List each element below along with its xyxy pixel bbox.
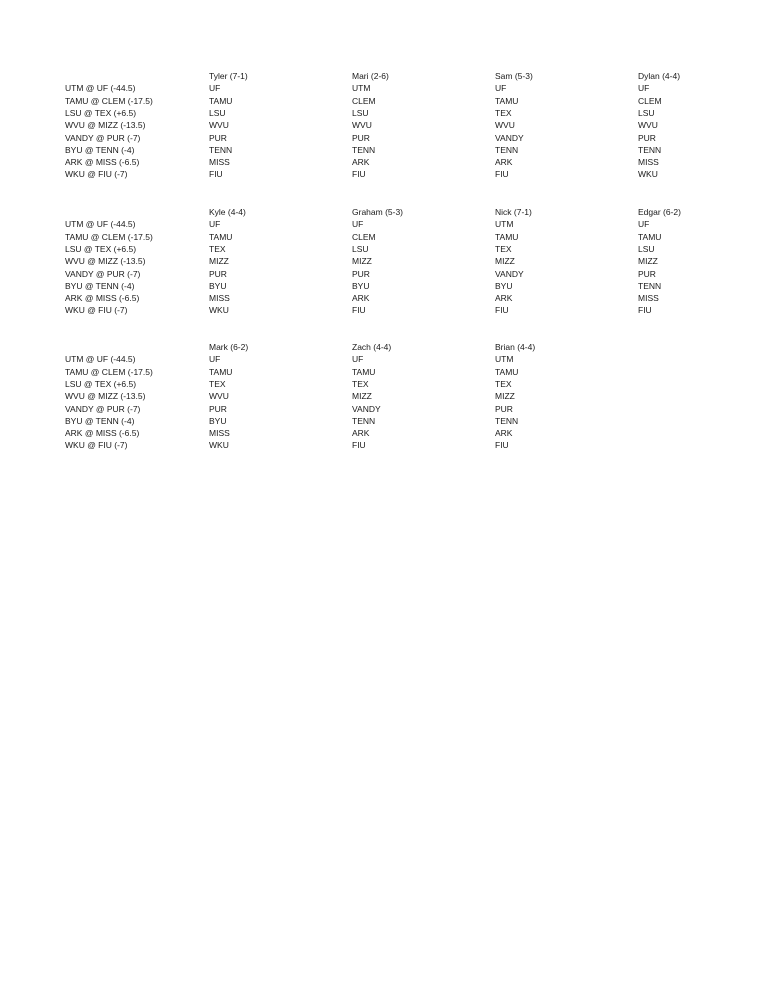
game-label: WVU @ MIZZ (-13.5) <box>65 120 146 131</box>
pick-cell: FIU <box>495 169 509 180</box>
pick-cell: TAMU <box>209 95 233 106</box>
game-label: UTM @ UF (-44.5) <box>65 219 136 230</box>
pick-cell: MISS <box>638 157 659 168</box>
game-label: UTM @ UF (-44.5) <box>65 354 136 365</box>
pick-cell: FIU <box>352 440 366 451</box>
game-label: BYU @ TENN (-4) <box>65 144 135 155</box>
game-label: TAMU @ CLEM (-17.5) <box>65 95 153 106</box>
pick-cell: FIU <box>352 169 366 180</box>
pick-cell: BYU <box>352 280 370 291</box>
pick-cell: TAMU <box>495 366 519 377</box>
pick-cell: LSU <box>209 107 226 118</box>
pick-cell: TEX <box>495 378 512 389</box>
pick-cell: LSU <box>638 243 655 254</box>
pick-cell: TAMU <box>352 366 376 377</box>
game-label: WKU @ FIU (-7) <box>65 169 128 180</box>
pick-cell: TAMU <box>495 231 519 242</box>
pick-cell: FIU <box>352 305 366 316</box>
pick-cell: MIZZ <box>495 391 515 402</box>
pick-cell: TENN <box>352 415 376 426</box>
pick-cell: BYU <box>495 280 513 291</box>
pick-cell: TENN <box>352 144 376 155</box>
pick-cell: UF <box>638 219 650 230</box>
pick-cell: PUR <box>638 132 656 143</box>
pick-cell: MIZZ <box>638 256 658 267</box>
game-label: WVU @ MIZZ (-13.5) <box>65 391 146 402</box>
game-label: TAMU @ CLEM (-17.5) <box>65 231 153 242</box>
player-header: Mark (6-2) <box>209 342 249 352</box>
pick-cell: FIU <box>495 440 509 451</box>
pick-cell: FIU <box>209 169 223 180</box>
pick-cell: ARK <box>352 157 370 168</box>
pick-cell: TAMU <box>638 231 662 242</box>
pick-cell: BYU <box>209 280 227 291</box>
pick-cell: PUR <box>495 403 513 414</box>
pick-cell: PUR <box>352 268 370 279</box>
pick-cell: PUR <box>209 268 227 279</box>
pick-cell: UF <box>209 354 221 365</box>
player-header: Sam (5-3) <box>495 71 533 81</box>
pick-cell: MISS <box>209 293 230 304</box>
pick-cell: UF <box>209 219 221 230</box>
pick-cell: UTM <box>495 219 514 230</box>
game-label: WVU @ MIZZ (-13.5) <box>65 256 146 267</box>
pick-cell: WVU <box>209 391 229 402</box>
pick-cell: WVU <box>495 120 515 131</box>
game-label: VANDY @ PUR (-7) <box>65 268 141 279</box>
pick-cell: PUR <box>209 132 227 143</box>
pick-cell: TENN <box>495 415 519 426</box>
pick-cell: PUR <box>352 132 370 143</box>
game-label: WKU @ FIU (-7) <box>65 305 128 316</box>
game-label: UTM @ UF (-44.5) <box>65 83 136 94</box>
pick-cell: LSU <box>638 107 655 118</box>
pick-cell: TEX <box>352 378 369 389</box>
pick-cell: MISS <box>209 157 230 168</box>
pick-cell: UTM <box>495 354 514 365</box>
game-label: VANDY @ PUR (-7) <box>65 132 141 143</box>
player-header: Dylan (4-4) <box>638 71 681 81</box>
pick-cell: WVU <box>352 120 372 131</box>
pick-cell: MIZZ <box>495 256 515 267</box>
pick-cell: WKU <box>638 169 658 180</box>
pick-cell: FIU <box>638 305 652 316</box>
pick-cell: BYU <box>209 415 227 426</box>
pick-cell: PUR <box>209 403 227 414</box>
game-label: LSU @ TEX (+6.5) <box>65 107 137 118</box>
pick-cell: UTM <box>352 83 371 94</box>
pick-cell: TEX <box>209 378 226 389</box>
player-header: Graham (5-3) <box>352 207 404 217</box>
pick-cell: MISS <box>209 428 230 439</box>
pick-cell: TENN <box>495 144 519 155</box>
pick-cell: UF <box>352 354 364 365</box>
player-header: Nick (7-1) <box>495 207 532 217</box>
pick-cell: PUR <box>638 268 656 279</box>
game-label: BYU @ TENN (-4) <box>65 415 135 426</box>
pick-cell: MISS <box>638 293 659 304</box>
game-label: ARK @ MISS (-6.5) <box>65 157 140 168</box>
game-label: LSU @ TEX (+6.5) <box>65 243 137 254</box>
pick-cell: MIZZ <box>352 256 372 267</box>
pick-cell: CLEM <box>352 95 376 106</box>
pick-cell: MIZZ <box>209 256 229 267</box>
pick-cell: TAMU <box>209 231 233 242</box>
pick-cell: UF <box>495 83 507 94</box>
pick-cell: UF <box>352 219 364 230</box>
pick-cell: TENN <box>638 144 662 155</box>
game-label: WKU @ FIU (-7) <box>65 440 128 451</box>
player-header: Brian (4-4) <box>495 342 536 352</box>
pick-cell: LSU <box>352 243 369 254</box>
pick-cell: TAMU <box>495 95 519 106</box>
player-header: Kyle (4-4) <box>209 207 246 217</box>
game-label: ARK @ MISS (-6.5) <box>65 428 140 439</box>
game-label: ARK @ MISS (-6.5) <box>65 293 140 304</box>
pick-cell: VANDY <box>495 268 524 279</box>
pick-cell: CLEM <box>352 231 376 242</box>
game-label: BYU @ TENN (-4) <box>65 280 135 291</box>
pick-cell: TEX <box>495 243 512 254</box>
pick-cell: WVU <box>638 120 658 131</box>
pick-cell: VANDY <box>495 132 524 143</box>
game-label: LSU @ TEX (+6.5) <box>65 378 137 389</box>
pick-cell: ARK <box>352 293 370 304</box>
pick-cell: ARK <box>495 293 513 304</box>
pick-cell: UF <box>209 83 221 94</box>
player-header: Zach (4-4) <box>352 342 392 352</box>
player-header: Tyler (7-1) <box>209 71 248 81</box>
player-header: Edgar (6-2) <box>638 207 681 217</box>
pick-cell: ARK <box>495 157 513 168</box>
pick-cell: WKU <box>209 440 229 451</box>
pick-cell: FIU <box>495 305 509 316</box>
game-label: VANDY @ PUR (-7) <box>65 403 141 414</box>
pick-cell: WVU <box>209 120 229 131</box>
pick-cell: ARK <box>352 428 370 439</box>
pick-cell: VANDY <box>352 403 381 414</box>
pick-cell: TEX <box>495 107 512 118</box>
pick-cell: TEX <box>209 243 226 254</box>
pick-cell: LSU <box>352 107 369 118</box>
game-label: TAMU @ CLEM (-17.5) <box>65 366 153 377</box>
pick-cell: UF <box>638 83 650 94</box>
pick-cell: CLEM <box>638 95 662 106</box>
pick-cell: WKU <box>209 305 229 316</box>
pick-cell: TAMU <box>209 366 233 377</box>
pick-cell: TENN <box>209 144 233 155</box>
pick-cell: TENN <box>638 280 662 291</box>
player-header: Mari (2-6) <box>352 71 389 81</box>
pick-cell: MIZZ <box>352 391 372 402</box>
pick-cell: ARK <box>495 428 513 439</box>
